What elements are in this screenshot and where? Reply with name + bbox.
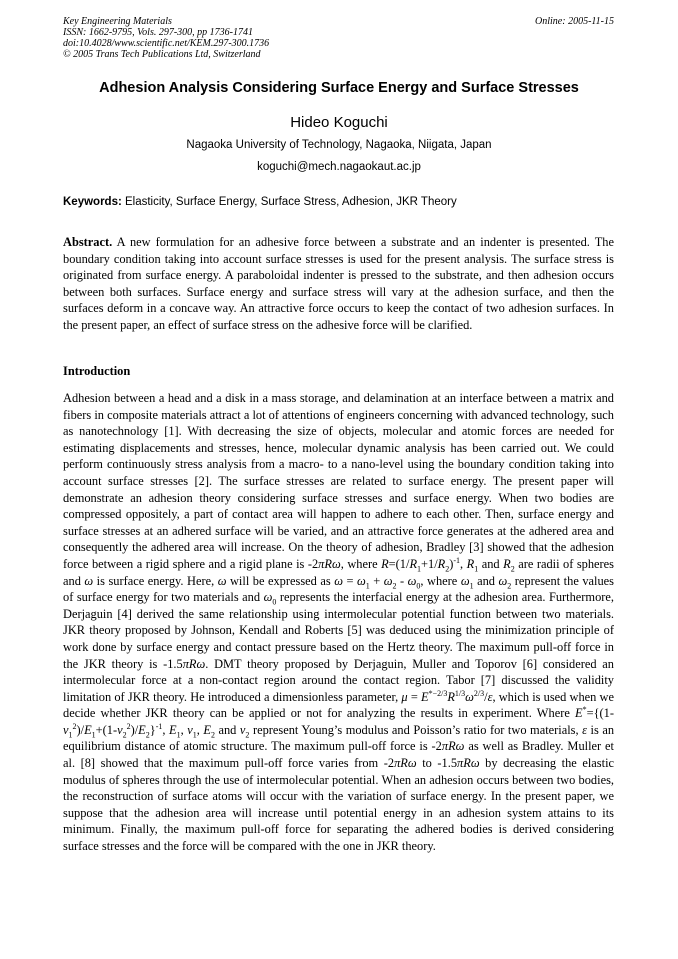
intro-text: represent Young’s modulus and Poisson’s ratio for two materials, xyxy=(249,722,583,737)
symbol-E: E xyxy=(421,689,429,704)
intro-text: by decreasing the elastic modulus of spheres through the use of intermolecular potential. When an adhesion occurs between two bodies, the reconstruction of surface atoms will occur with the variation of surface energy. In the present paper, we suppose that the adhesion area will increase until potential energy in an adhesion system attains to its minimum. Finally, the maximum pull-off force for separating the adhered bodies is derived considering surface stresses and the force will be compared with the one in JKR theory. xyxy=(63,756,615,854)
symbol-pi: π xyxy=(318,556,325,571)
symbol-R: R xyxy=(463,756,471,771)
intro-text: , xyxy=(162,722,170,737)
symbol-epsilon: ε xyxy=(582,722,587,737)
intro-text: )/ xyxy=(76,722,85,737)
superscript: * xyxy=(582,705,587,715)
symbol-omega: ω xyxy=(407,756,417,771)
keywords-label: Keywords: xyxy=(63,196,122,208)
keywords-text: Elasticity, Surface Energy, Surface Stress, Adhesion, JKR Theory xyxy=(121,196,457,208)
author-affiliation: Nagaoka University of Technology, Nagaoka, Niigata, Japan xyxy=(186,139,492,151)
intro-text: and xyxy=(478,556,504,571)
author-email: koguchi@mech.nagaokaut.ac.jp xyxy=(257,161,421,173)
intro-text: + xyxy=(369,573,384,588)
introduction-paragraph xyxy=(63,390,614,855)
symbol-pi: π xyxy=(394,756,401,771)
subscript: 1 xyxy=(365,581,370,590)
symbol-mu: μ xyxy=(401,689,408,704)
author-name: Hideo Koguchi xyxy=(290,114,388,131)
symbol-R: R xyxy=(324,556,332,571)
abstract-label: Abstract. xyxy=(63,235,113,249)
journal-header xyxy=(63,16,269,60)
section-heading-introduction: Introduction xyxy=(63,364,131,378)
intro-text: , where xyxy=(340,556,382,571)
superscript: -1 xyxy=(453,555,461,565)
intro-text: Adhesion between a head and a disk in a mass storage, and delamination at an interface between a matrix and fibers in composite materials attract a lot of attentions of engineers concerning with advanced technology, such as nanotechnology [1]. With decreasing the size of objects, molecular and atomic forces are needed for estimating displacements and stresses, hence, molecular dynamic analysis has been carried out. We could perform continuously stress analysis from a macro- to a nano-level using the boundary condition taking into account surface stresses [2]. The surface stresses are related to surface energy. The present paper will demonstrate an adhesion theory considering surface stresses and surface energy. When two bodies are compressed oppositely, a part of contact area will happen to adhere to each other. Then, surface energy and surface stresses at an adhered surface will be varied, and an attractive force generates at the adhered area and consequently the adhered area will increase. On the theory of adhesion, Bradley [3] showed that the adhesion force between a rigid sphere and a rigid plane is -2 xyxy=(63,391,614,571)
symbol-R: R xyxy=(448,739,456,754)
subscript: 2 xyxy=(210,730,215,740)
symbol-E: E xyxy=(203,722,211,737)
intro-text: +(1- xyxy=(95,722,118,737)
subscript: 2 xyxy=(507,581,512,590)
symbol-omega: ω xyxy=(331,556,341,571)
subscript: 2 xyxy=(122,730,127,740)
subscript: 0 xyxy=(416,581,421,590)
intro-text: , xyxy=(460,556,467,571)
intro-text: / xyxy=(484,689,488,704)
intro-text: represent the values of surface energy for two materials and xyxy=(63,573,614,605)
abstract-text: A new formulation for an adhesive force between a substrate and an indenter is presented. The boundary condition taking into account surface stresses is used for the present analysis. The surface stress is originated from surface energy. A paraboloidal indenter is pressed to the substrate, and then adhesion occurs between both surfaces. Surface energy and surface stress will vary at the adhesion surface, and then the surfaces deform in a concave way. An attractive force occurs to keep the contact of two adhesion surfaces. In the present paper, an effect of surface stress on the adhesive force will be clarified. xyxy=(63,235,614,332)
symbol-R: R xyxy=(409,556,418,571)
superscript: *−2/3 xyxy=(428,688,448,698)
symbol-E: E xyxy=(169,722,177,737)
copyright-line: © 2005 Trans Tech Publications Ltd, Switzerland xyxy=(63,49,261,60)
intro-text: as well as Bradley. Muller et al. [8] showed that the maximum pull-off force varies from -2 xyxy=(63,739,614,771)
subscript: 1 xyxy=(176,730,181,740)
doi-line: doi:10.4028/www.scientific.net/KEM.297-300.1736 xyxy=(63,38,270,49)
intro-text: and xyxy=(214,722,240,737)
journal-name: Key Engineering Materials xyxy=(63,16,172,27)
paper-title: Adhesion Analysis Considering Surface Energy and Surface Stresses xyxy=(99,80,579,96)
symbol-omega: ω xyxy=(356,573,366,588)
symbol-omega: ω xyxy=(455,739,465,754)
symbol-R: R xyxy=(503,556,511,571)
subscript: 0 xyxy=(272,597,277,607)
symbol-omega: ω xyxy=(84,573,94,588)
symbol-R: R xyxy=(466,556,475,571)
online-date: Online: 2005-11-15 xyxy=(535,16,614,27)
subscript: 1 xyxy=(474,564,479,574)
superscript: 2 xyxy=(72,721,77,731)
intro-text: is an equilibrium distance of atomic structure. The maximum pull-off force is -2 xyxy=(63,722,615,754)
symbol-omega: ω xyxy=(383,573,393,588)
symbol-R: R xyxy=(188,656,197,671)
symbol-omega: ω xyxy=(460,573,470,588)
subscript: 2 xyxy=(245,730,250,740)
symbol-pi: π xyxy=(441,739,449,754)
symbol-R: R xyxy=(447,689,455,704)
intro-text: to -1.5 xyxy=(416,756,458,771)
intro-text: and xyxy=(473,573,499,588)
subscript: 1 xyxy=(68,730,73,740)
keywords xyxy=(63,196,457,208)
symbol-omega: ω xyxy=(407,573,417,588)
intro-text: , xyxy=(196,722,204,737)
symbol-R: R xyxy=(381,556,389,571)
symbol-R: R xyxy=(437,556,446,571)
symbol-omega: ω xyxy=(465,689,474,704)
intro-text: )/ xyxy=(130,722,139,737)
intro-text: +1/ xyxy=(421,556,438,571)
symbol-omega: ω xyxy=(263,590,273,605)
symbol-nu: ν xyxy=(117,722,123,737)
intro-text: ) xyxy=(449,556,454,571)
subscript: 2 xyxy=(445,564,450,574)
subscript: 1 xyxy=(192,730,197,740)
superscript: 2 xyxy=(126,721,131,731)
intro-text: , xyxy=(180,722,188,737)
superscript: -1 xyxy=(155,721,163,731)
symbol-nu: ν xyxy=(63,722,69,737)
intro-text: =(1/ xyxy=(388,556,410,571)
intro-text: . DMT theory proposed by Derjaguin, Muller and Toporov [6] considered an intermolecular force at a non-contact region around the contact region. Tabor [7] discussed the validity limitation of JKR theory. He introduced a dimensionless parameter, xyxy=(63,656,614,704)
intro-text: , which is used when we decide whether JKR theory can be applied or not for analyzing the results in experiment. Where xyxy=(63,689,615,721)
symbol-omega: ω xyxy=(334,573,343,588)
intro-text: will be expressed as xyxy=(226,573,335,588)
symbol-omega: ω xyxy=(498,573,508,588)
subscript: 2 xyxy=(510,564,515,574)
symbol-E: E xyxy=(84,722,92,737)
symbol-pi: π xyxy=(457,756,464,771)
intro-text: , where xyxy=(420,573,461,588)
subscript: 2 xyxy=(392,581,397,590)
issn-line: ISSN: 1662-9795, Vols. 297-300, pp 1736-1741 xyxy=(63,27,253,38)
symbol-omega: ω xyxy=(196,656,206,671)
intro-text: ={(1- xyxy=(586,706,614,721)
symbol-nu: ν xyxy=(187,722,193,737)
superscript: 2/3 xyxy=(473,688,485,698)
symbol-epsilon: ε xyxy=(487,689,493,704)
symbol-E: E xyxy=(575,706,583,721)
intro-text: are radii of spheres and xyxy=(63,556,615,588)
symbol-pi: π xyxy=(182,656,189,671)
superscript: 1/3 xyxy=(454,688,466,698)
intro-text: - xyxy=(396,573,408,588)
intro-text: represents the interfacial energy at the adhesion area. Furthermore, Derjaguin [4] derived the same relationship using intermolecular potential function between two materials. JKR theory proposed by Johnson, Kendall and Roberts [5] was deduced using the minimization principle of work done by surface energy and contact pressure based on the Hertz theory. The maximum pull-off force in the JKR theory is -1.5 xyxy=(63,590,614,671)
intro-text: is surface energy. Here, xyxy=(93,573,218,588)
abstract xyxy=(63,234,614,334)
intro-text: = xyxy=(407,689,421,704)
symbol-nu: ν xyxy=(239,722,246,737)
subscript: 2 xyxy=(145,730,150,740)
intro-text: = xyxy=(342,573,357,588)
symbol-R: R xyxy=(400,756,408,771)
subscript: 1 xyxy=(91,730,96,740)
subscript: 1 xyxy=(469,581,474,590)
symbol-omega: ω xyxy=(217,573,227,588)
subscript: 1 xyxy=(417,564,422,574)
symbol-omega: ω xyxy=(470,756,480,771)
symbol-E: E xyxy=(138,722,146,737)
intro-text: } xyxy=(149,722,156,737)
